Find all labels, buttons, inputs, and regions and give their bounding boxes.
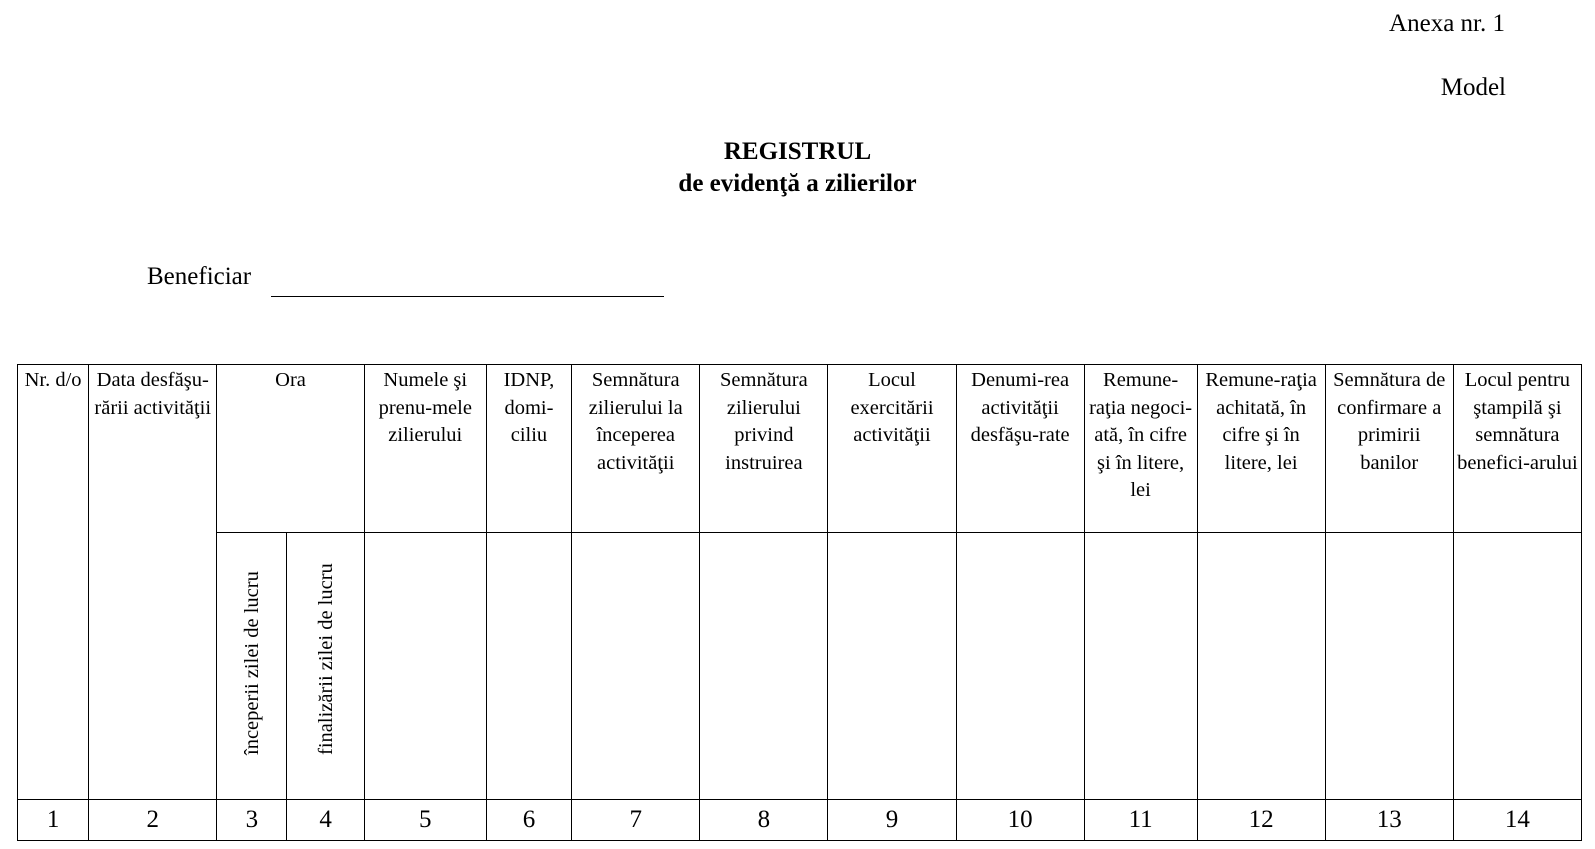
- beneficiary-label: Beneficiar: [147, 263, 252, 290]
- document-title: REGISTRUL: [723, 138, 872, 165]
- column-number: 11: [1084, 800, 1197, 841]
- column-number: 10: [956, 800, 1084, 841]
- column-number: 2: [89, 800, 217, 841]
- column-number: 6: [486, 800, 571, 841]
- header-cell-denumirea: Denumi-rea activităţii desfăşu-rate: [956, 365, 1084, 533]
- empty-cell: [1453, 533, 1581, 800]
- empty-cell: [956, 533, 1084, 800]
- column-number: 14: [1453, 800, 1581, 841]
- empty-cell: [828, 533, 956, 800]
- header-cell-locul-exercitarii: Locul exercitării activităţii: [828, 365, 956, 533]
- header-cell-remuneratia-achitata: Remune-raţia achitată, în cifre şi în litere, lei: [1197, 365, 1325, 533]
- column-number: 4: [287, 800, 364, 841]
- empty-cell: [1197, 533, 1325, 800]
- column-number: 9: [828, 800, 956, 841]
- column-number: 5: [364, 800, 486, 841]
- header-cell-idnp: IDNP, domi-ciliu: [486, 365, 571, 533]
- column-number: 12: [1197, 800, 1325, 841]
- empty-cell: [572, 533, 700, 800]
- model-label: Model: [1440, 74, 1506, 101]
- register-table: [17, 364, 1582, 841]
- beneficiary-blank-line: [271, 296, 664, 297]
- header-cell-data: Data desfăşu-rării activităţii: [89, 365, 217, 800]
- column-number: 1: [18, 800, 89, 841]
- empty-cell: [486, 533, 571, 800]
- header-cell-ora-final: [287, 533, 364, 800]
- ora-final-label: finalizării zilei de lucru: [314, 563, 337, 755]
- header-cell-stampila: Locul pentru ştampilă şi semnătura benefici-arului: [1453, 365, 1581, 533]
- empty-cell: [1084, 533, 1197, 800]
- header-cell-nr: Nr. d/o: [18, 365, 89, 800]
- annex-label: Anexa nr. 1: [1389, 10, 1505, 37]
- column-number-row: [18, 800, 1582, 841]
- column-number: 8: [700, 800, 828, 841]
- column-number: 13: [1325, 800, 1453, 841]
- empty-cell: [364, 533, 486, 800]
- header-cell-semnatura-confirmare: Semnătura de confirmare a primirii banilor: [1325, 365, 1453, 533]
- header-cell-remuneratia-negociata: Remune-raţia negoci-ată, în cifre şi în litere, lei: [1084, 365, 1197, 533]
- header-cell-semnatura-incepere: Semnătura zilierului la începerea activităţii: [572, 365, 700, 533]
- empty-cell: [700, 533, 828, 800]
- document-subtitle: de evidenţă a zilierilor: [678, 170, 917, 197]
- header-cell-semnatura-instruire: Semnătura zilierului privind instruirea: [700, 365, 828, 533]
- column-number: 3: [217, 800, 287, 841]
- empty-cell: [1325, 533, 1453, 800]
- column-number: 7: [572, 800, 700, 841]
- header-cell-nume: Numele şi prenu-mele zilierului: [364, 365, 486, 533]
- header-cell-ora-inceput: [217, 533, 287, 800]
- header-cell-ora: Ora: [217, 365, 364, 533]
- ora-inceput-label: începerii zilei de lucru: [240, 571, 263, 755]
